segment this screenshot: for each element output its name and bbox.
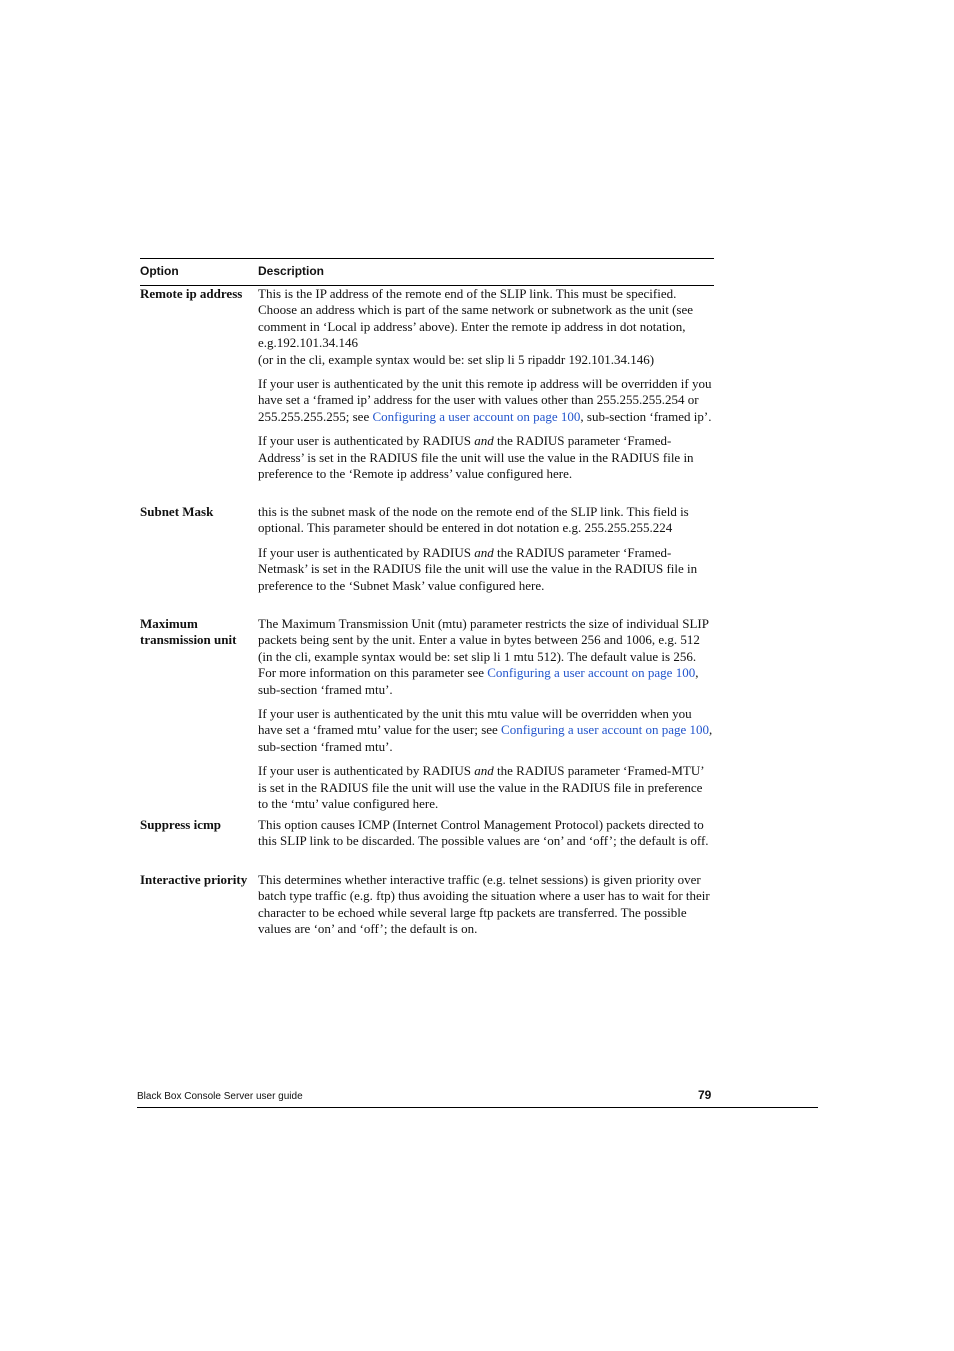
option-description: [258, 616, 714, 820]
option-label: Remote ip address: [140, 286, 243, 301]
emphasis-text: and: [474, 763, 494, 779]
paragraph-text: , sub-section ‘framed mtu’.: [258, 665, 699, 697]
description-paragraph: [258, 433, 714, 482]
paragraph-text: the RADIUS parameter ‘Framed-MTU’ is set in the RADIUS file the unit will use the value in the RADIUS file in preference to the ‘mtu’ value configured here.: [258, 763, 704, 812]
paragraph-text: If your user is authenticated by RADIUS: [258, 544, 475, 560]
option-label: Suppress icmp: [140, 817, 222, 832]
cross-reference-link[interactable]: Configuring a user account on page 100: [372, 408, 581, 424]
paragraph-text: , sub-section ‘framed ip’.: [580, 408, 712, 424]
description-paragraph: [258, 763, 714, 812]
header-description: Description: [258, 264, 325, 278]
description-paragraph: [258, 504, 714, 537]
description-paragraph: [258, 706, 714, 755]
paragraph-text: this is the subnet mask of the node on the remote end of the SLIP link. This field is optional. This parameter should be entered in dot notation e.g. 255.255.255.224: [258, 504, 689, 536]
option-description: [258, 817, 714, 858]
description-paragraph: [258, 286, 714, 368]
table-header: [140, 258, 714, 286]
emphasis-text: and: [474, 433, 494, 449]
option-label: Interactive priority: [140, 872, 248, 887]
option-label: Maximum transmission unit: [140, 616, 237, 648]
paragraph-text: the RADIUS parameter ‘Framed-Netmask’ is set in the RADIUS file the unit will use the value in the RADIUS file in preference to the ‘Subnet Mask’ value configured here.: [258, 544, 698, 593]
header-option: Option: [140, 264, 179, 278]
option-description: [258, 504, 714, 602]
paragraph-text: If your user is authenticated by the unit this remote ip address will be overridden if you have set a ‘framed ip’ address for the user with values other than 255.255.255.254 or 255.255.255.255; see: [258, 376, 712, 424]
description-paragraph: [258, 872, 714, 938]
page-number: 79: [698, 1088, 712, 1102]
description-paragraph: [258, 817, 714, 850]
paragraph-text: This option causes ICMP (Internet Control Management Protocol) packets directed to this SLIP link to be discarded. The possible values are ‘on’ and ‘off’; the default is off.: [258, 817, 709, 849]
paragraph-text: If your user is authenticated by RADIUS: [258, 433, 475, 449]
footer-title: Black Box Console Server user guide: [137, 1091, 303, 1102]
paragraph-text: If your user is authenticated by the unit this mtu value will be overridden when you have set a ‘framed mtu’ value for the user; see: [258, 706, 692, 738]
description-paragraph: [258, 376, 714, 425]
emphasis-text: and: [474, 544, 494, 560]
options-table: [140, 258, 714, 937]
option-description: [258, 286, 714, 490]
paragraph-text: This is the IP address of the remote end of the SLIP link. This must be specified. Choose an address which is part of the same network or subnetwork as the unit (see comment in ‘Local ip address’ above). Enter the remote ip address in dot notation, e.g.192.101.34.146: [258, 286, 694, 351]
description-paragraph: [258, 616, 714, 698]
paragraph-text: If your user is authenticated by RADIUS: [258, 763, 475, 779]
cross-reference-link[interactable]: Configuring a user account on page 100: [487, 665, 696, 681]
paragraph-text: the RADIUS parameter ‘Framed-Address’ is set in the RADIUS file the unit will use the value in the RADIUS file in preference to the ‘Remote ip address’ value configured here.: [258, 433, 694, 482]
option-description: [258, 872, 714, 946]
description-paragraph: [258, 545, 714, 594]
cross-reference-link[interactable]: Configuring a user account on page 100: [501, 722, 709, 738]
paragraph-text: This determines whether interactive traffic (e.g. telnet sessions) is given priority over batch type traffic (e.g. ftp) thus avoiding the situation where a user has to wait for their character to be echoed while several large ftp packets are transferred. The possible values are ‘on’ and ‘off’; the default is on.: [258, 872, 710, 937]
page-footer: [137, 1087, 818, 1108]
paragraph-text: , sub-section ‘framed mtu’.: [258, 722, 713, 754]
option-label: Subnet Mask: [140, 504, 214, 519]
paragraph-text: (or in the cli, example syntax would be: set slip li 5 ripaddr 192.101.34.146): [258, 351, 655, 367]
paragraph-text: The Maximum Transmission Unit (mtu) parameter restricts the size of individual SLIP packets being sent by the unit. Enter a value in bytes between 256 and 1006, e.g. 512 (in the cli, example syntax would be: set slip li 1 mtu 512). The default value is 256. For more information on this parameter see: [258, 616, 709, 681]
